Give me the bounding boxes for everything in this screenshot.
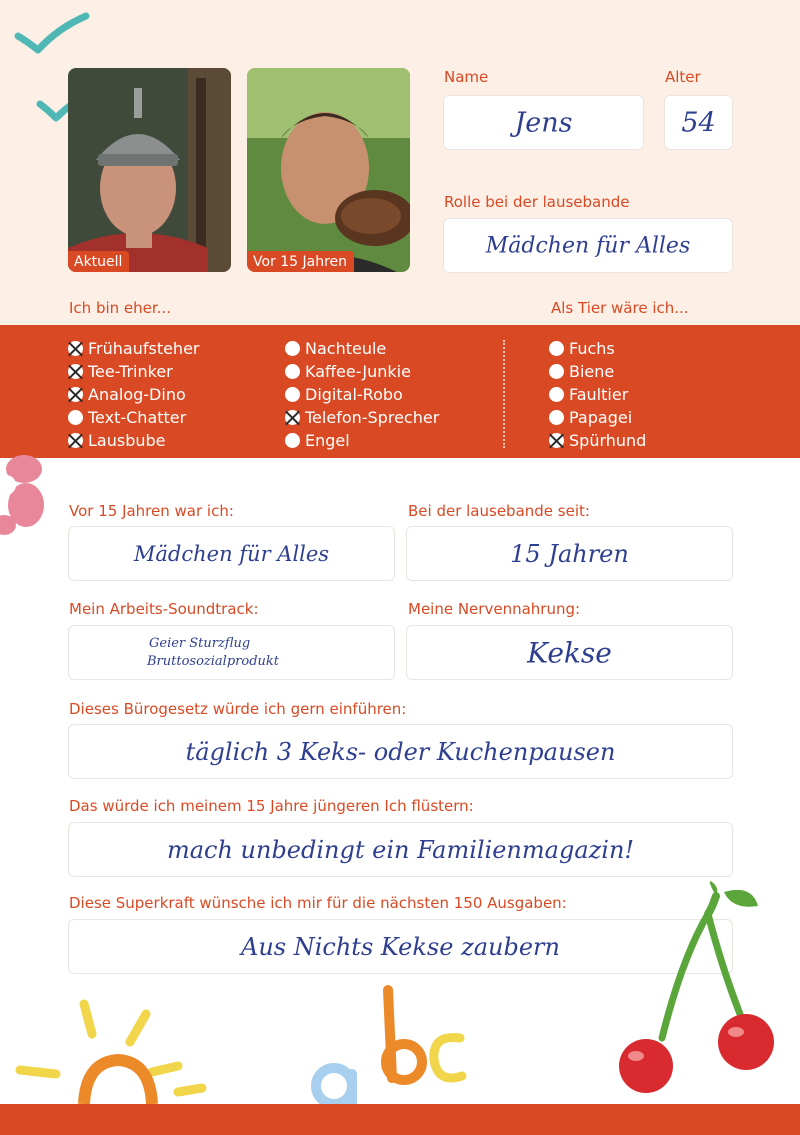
portrait-eating-image — [247, 68, 410, 272]
since-label: Bei der lausebande seit: — [408, 502, 590, 520]
whisper-field[interactable] — [68, 822, 733, 877]
role-label: Rolle bei der lausebande — [444, 193, 630, 211]
trait-option[interactable]: Engel — [285, 430, 350, 452]
whisper-label: Das würde ich meinem 15 Jahre jüngeren Ich flüstern: — [69, 797, 474, 815]
checked-box-icon — [549, 433, 564, 448]
name-field[interactable] — [443, 95, 644, 150]
law-value: täglich 3 Keks- oder Kuchenpausen — [185, 737, 616, 766]
photo-caption: Aktuell — [68, 251, 129, 272]
checkmark-icon — [14, 12, 90, 54]
trait-option[interactable]: Digital-Robo — [285, 384, 403, 406]
checked-box-icon — [285, 410, 300, 425]
trait-option[interactable]: Nachteule — [285, 338, 386, 360]
trait-option[interactable]: Kaffee-Junkie — [285, 361, 411, 383]
soundtrack-label: Mein Arbeits-Soundtrack: — [69, 600, 259, 618]
checkbox-icon — [549, 410, 564, 425]
superpower-value: Aus Nichts Kekse zaubern — [241, 932, 560, 961]
checked-box-icon — [68, 387, 83, 402]
checkbox-icon — [285, 364, 300, 379]
animal-option[interactable]: Papagei — [549, 407, 632, 429]
photo-caption: Vor 15 Jahren — [247, 251, 354, 272]
portrait-helmet-image — [68, 68, 231, 272]
checkbox-icon — [549, 387, 564, 402]
age-value: 54 — [681, 107, 716, 138]
trait-option[interactable]: Text-Chatter — [68, 407, 186, 429]
soundtrack-line-1: Geier Sturzflug — [149, 636, 251, 651]
since-value: 15 Jahren — [510, 539, 629, 568]
superpower-label: Diese Superkraft wünsche ich mir für die nächsten 150 Ausgaben: — [69, 894, 567, 912]
past-label: Vor 15 Jahren war ich: — [69, 502, 234, 520]
age-label: Alter — [665, 68, 701, 86]
past-field[interactable] — [68, 526, 395, 581]
footer-bar — [0, 1104, 800, 1135]
animal-option[interactable]: Spürhund — [549, 430, 646, 452]
role-field[interactable] — [443, 218, 733, 273]
traits-label: Ich bin eher... — [69, 299, 171, 317]
trait-option[interactable]: Telefon-Sprecher — [285, 407, 439, 429]
flower-icon — [0, 455, 46, 537]
snack-label: Meine Nervennahrung: — [408, 600, 581, 618]
animal-option[interactable]: Fuchs — [549, 338, 615, 360]
law-label: Dieses Bürogesetz würde ich gern einführen: — [69, 700, 407, 718]
animal-option[interactable]: Biene — [549, 361, 614, 383]
trait-option[interactable]: Analog-Dino — [68, 384, 186, 406]
soundtrack-line-2: Bruttosozialprodukt — [147, 654, 279, 669]
animals-label: Als Tier wäre ich... — [551, 299, 689, 317]
checkbox-icon — [68, 410, 83, 425]
name-label: Name — [444, 68, 489, 86]
checkbox-icon — [285, 387, 300, 402]
abc-letters-icon — [300, 982, 480, 1104]
checkbox-icon — [549, 364, 564, 379]
checkbox-icon — [549, 341, 564, 356]
checkbox-icon — [285, 433, 300, 448]
role-value: Mädchen für Alles — [485, 233, 691, 258]
soundtrack-field[interactable] — [68, 625, 395, 680]
checkbox-icon — [285, 341, 300, 356]
cherries-icon — [612, 878, 800, 1104]
checked-box-icon — [68, 433, 83, 448]
age-field[interactable] — [664, 95, 733, 150]
photo-past — [247, 68, 410, 272]
snack-field[interactable] — [406, 625, 733, 680]
sun-icon — [0, 990, 240, 1104]
trait-option[interactable]: Frühaufsteher — [68, 338, 200, 360]
checked-box-icon — [68, 364, 83, 379]
name-value: Jens — [514, 107, 573, 138]
snack-value: Kekse — [527, 636, 612, 669]
trait-option[interactable]: Lausbube — [68, 430, 166, 452]
past-value: Mädchen für Alles — [133, 541, 330, 566]
whisper-value: mach unbedingt ein Familienmagazin! — [166, 835, 635, 864]
column-divider — [503, 340, 505, 448]
animal-option[interactable]: Faultier — [549, 384, 628, 406]
photo-current — [68, 68, 231, 272]
law-field[interactable] — [68, 724, 733, 779]
since-field[interactable] — [406, 526, 733, 581]
trait-option[interactable]: Tee-Trinker — [68, 361, 173, 383]
checked-box-icon — [68, 341, 83, 356]
